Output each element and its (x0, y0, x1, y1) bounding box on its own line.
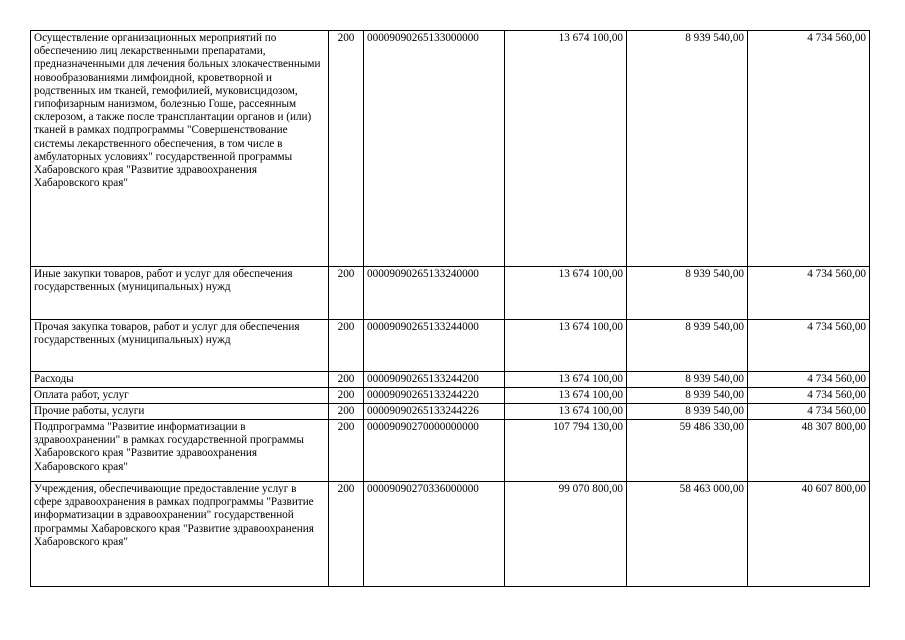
row-value-3-cell: 4 734 560,00 (748, 372, 870, 388)
row-name-cell: Иные закупки товаров, работ и услуг для обеспечения государственных (муниципальных) нужд (31, 267, 329, 320)
row-value-1-cell: 13 674 100,00 (505, 320, 627, 372)
row-value-3-cell: 4 734 560,00 (748, 388, 870, 404)
row-value-3-cell: 4 734 560,00 (748, 267, 870, 320)
row-kcsr-cell: 00009090270336000000 (364, 482, 505, 587)
row-name-cell: Учреждения, обеспечивающие предоставление услуг в сфере здравоохранения в рамках подпрограммы "Развитие информатизации в здравоохранении" государственной программы Хабаровского края "Развитие здравоохранения Хабаровского края" (31, 482, 329, 587)
row-value-2-cell: 8 939 540,00 (627, 31, 748, 267)
row-code-cell: 200 (329, 267, 364, 320)
row-kcsr-cell: 00009090265133244226 (364, 404, 505, 420)
row-value-1-cell: 13 674 100,00 (505, 388, 627, 404)
row-name-cell: Осуществление организационных мероприятий по обеспечению лиц лекарственными препаратами, предназначенными для лечения больных злокачественными новообразованиями лимфоидной, кроветворной и родственных им тканей, гемофилией, муковисцидозом, гипофизарным нанизмом, болезнью Гоше, рассеянным склерозом, а также после трансплантации органов и (или) тканей в рамках подпрограммы "Совершенствование системы лекарственного обеспечения, в том числе в амбулаторных условиях" государственной программы Хабаровского края "Развитие здравоохранения Хабаровского края" (31, 31, 329, 267)
table-row (31, 420, 870, 482)
budget-table-body (31, 31, 870, 587)
table-row (31, 31, 870, 267)
budget-table (30, 30, 870, 587)
row-name-cell: Оплата работ, услуг (31, 388, 329, 404)
row-value-2-cell: 8 939 540,00 (627, 404, 748, 420)
row-code-cell: 200 (329, 388, 364, 404)
row-value-1-cell: 99 070 800,00 (505, 482, 627, 587)
row-kcsr-cell: 00009090265133000000 (364, 31, 505, 267)
row-value-1-cell: 13 674 100,00 (505, 31, 627, 267)
row-value-1-cell: 13 674 100,00 (505, 404, 627, 420)
row-value-1-cell: 13 674 100,00 (505, 267, 627, 320)
row-value-2-cell: 58 463 000,00 (627, 482, 748, 587)
row-kcsr-cell: 00009090265133244000 (364, 320, 505, 372)
row-code-cell: 200 (329, 404, 364, 420)
row-value-1-cell: 107 794 130,00 (505, 420, 627, 482)
row-code-cell: 200 (329, 420, 364, 482)
row-code-cell: 200 (329, 372, 364, 388)
row-kcsr-cell: 00009090265133244200 (364, 372, 505, 388)
row-value-2-cell: 8 939 540,00 (627, 388, 748, 404)
row-kcsr-cell: 00009090265133240000 (364, 267, 505, 320)
row-value-2-cell: 59 486 330,00 (627, 420, 748, 482)
row-value-3-cell: 48 307 800,00 (748, 420, 870, 482)
table-row (31, 320, 870, 372)
row-name-cell: Прочие работы, услуги (31, 404, 329, 420)
row-name-cell: Прочая закупка товаров, работ и услуг для обеспечения государственных (муниципальных) нужд (31, 320, 329, 372)
table-row (31, 267, 870, 320)
row-value-3-cell: 4 734 560,00 (748, 320, 870, 372)
row-value-2-cell: 8 939 540,00 (627, 267, 748, 320)
row-code-cell: 200 (329, 31, 364, 267)
row-code-cell: 200 (329, 320, 364, 372)
row-value-3-cell: 4 734 560,00 (748, 31, 870, 267)
row-value-1-cell: 13 674 100,00 (505, 372, 627, 388)
row-name-cell: Расходы (31, 372, 329, 388)
table-row (31, 372, 870, 388)
row-kcsr-cell: 00009090270000000000 (364, 420, 505, 482)
row-value-2-cell: 8 939 540,00 (627, 320, 748, 372)
table-row (31, 404, 870, 420)
row-kcsr-cell: 00009090265133244220 (364, 388, 505, 404)
row-value-3-cell: 4 734 560,00 (748, 404, 870, 420)
row-name-cell: Подпрограмма "Развитие информатизации в здравоохранении" в рамках государственной программы Хабаровского края "Развитие здравоохранения Хабаровского края" (31, 420, 329, 482)
table-row (31, 482, 870, 587)
row-code-cell: 200 (329, 482, 364, 587)
table-row (31, 388, 870, 404)
row-value-2-cell: 8 939 540,00 (627, 372, 748, 388)
budget-table-page (30, 30, 869, 587)
row-value-3-cell: 40 607 800,00 (748, 482, 870, 587)
